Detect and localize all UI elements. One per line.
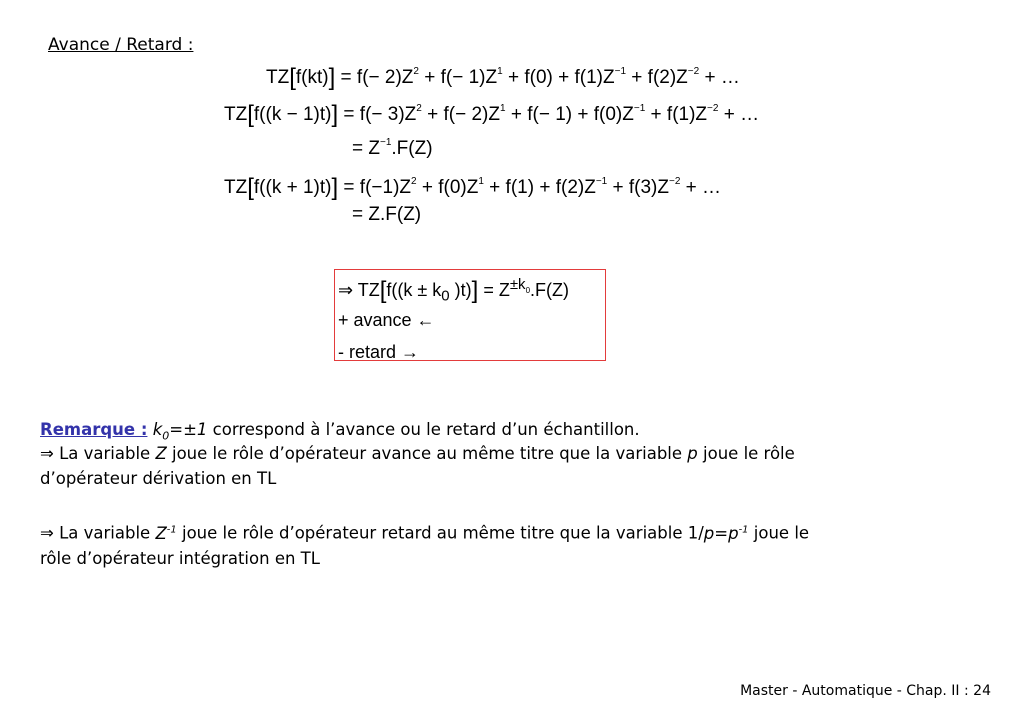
footer: Master - Automatique - Chap. II : 24 [740,683,991,699]
box-formula: ⇒ $TZ[f((k \pm k_0$ )$t)] = Z^{\pm k_0}.F(Z)$ [338,276,569,305]
remark-para-2: ⇒ La variable $Z^{-1}$ joue le rôle d’opérateur retard au même titre que la variable $1/p=p^{-1}$ joue le rôle d’opérateur intégration en TL [40,523,810,568]
section-title: Avance / Retard : [48,35,194,55]
equation-1: $TZ[f(kt)] = f(- 2)Z^2 + f(- 1)Z^1 + f(0) + f(1)Z^{-1} + f(2)Z^{-2}$ + … [266,64,740,91]
equation-2: $TZ[f((k - 1)t)] = f(- 3)Z^2 + f(- 2)Z^1 + f(- 1) + f(0)Z^{-1} + f(1)Z^{-2}$ + … [224,101,760,128]
remark-line-1: Remarque : $k_0=\pm 1$ correspond à l’avance ou le retard d’un échantillon. [40,420,640,443]
equation-5: = Z.F(Z) [352,204,422,225]
remark-text: correspond à l’avance ou le retard d’un échantillon. [212,420,640,439]
equation-4: $TZ[f((k + 1)t)] = f(-1)Z^2 + f(0)Z^1 + f(1) + f(2)Z^{-1} + f(3)Z^{-2}$ + … [224,174,722,201]
box-avance: + avance ← [338,310,435,330]
remark-para-1: ⇒ La variable Z joue le rôle d’opérateur avance au même titre que la variable p joue le rôle d’opérateur dérivation en TL [40,444,795,488]
equation-3: = $Z^{-1}.F(Z)$ [352,137,433,159]
remark-label: Remarque : [40,420,148,439]
box-retard: - retard → [338,342,420,362]
